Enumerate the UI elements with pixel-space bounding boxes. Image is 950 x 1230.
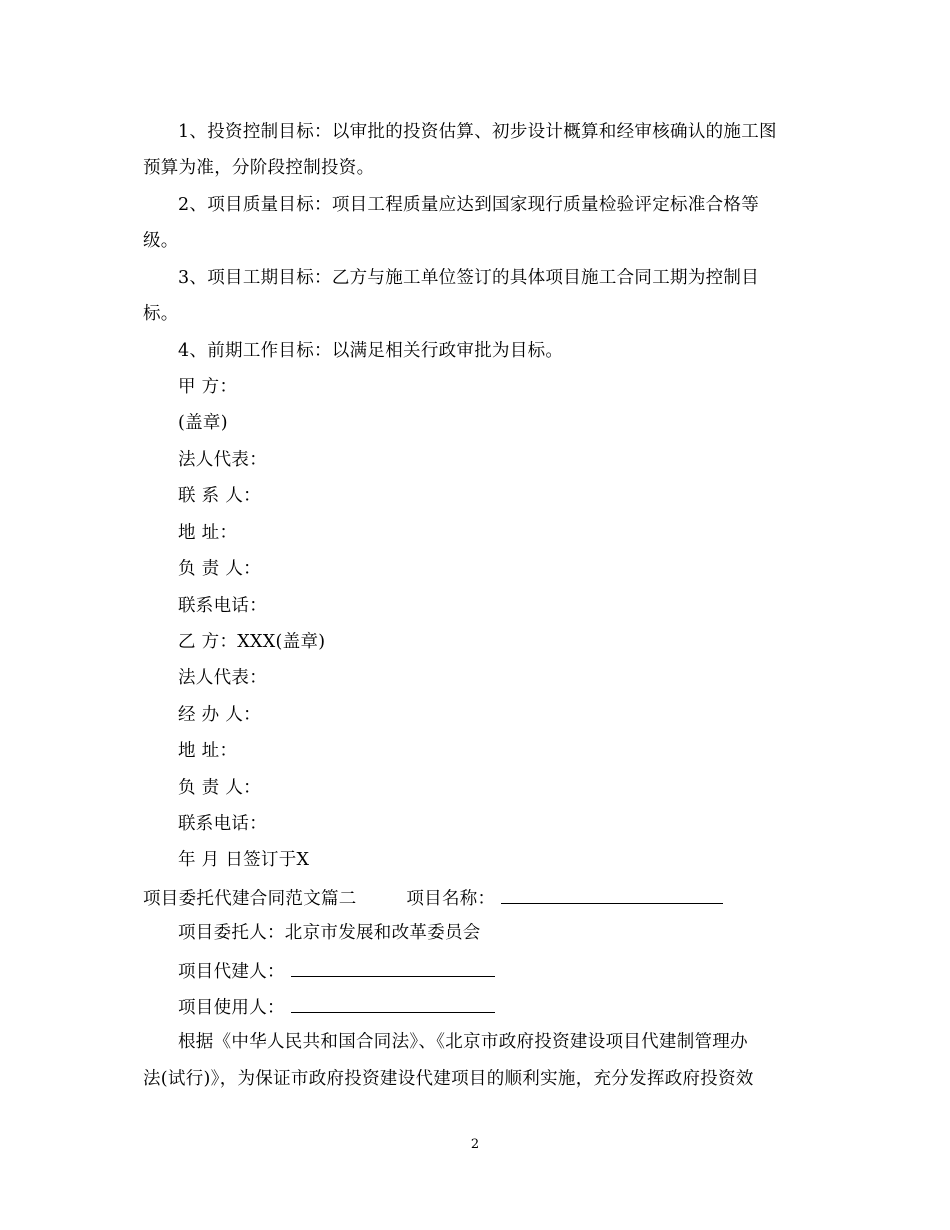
project-client: 项目委托人：北京市发展和改革委员会 — [178, 923, 481, 943]
signing-date: 年 月 日签订于X — [178, 850, 310, 870]
target-item-3-line-2: 标。 — [143, 304, 179, 324]
project-user-label: 项目使用人： — [178, 998, 285, 1018]
party-b-address: 地 址： — [178, 741, 238, 761]
target-item-3-line-1: 3、项目工期目标：乙方与施工单位签订的具体项目施工合同工期为控制目 — [178, 268, 760, 288]
project-user-blank — [291, 994, 495, 1013]
party-a-legal-rep: 法人代表： — [178, 450, 267, 470]
party-a-contact: 联 系 人： — [178, 486, 261, 506]
party-b-title: 乙 方：XXX(盖章) — [178, 632, 326, 652]
project-builder-blank — [291, 958, 495, 977]
party-b-legal-rep: 法人代表： — [178, 668, 267, 688]
party-a-seal: (盖章) — [178, 413, 228, 433]
party-b-handler: 经 办 人： — [178, 705, 261, 725]
target-item-1-line-2: 预算为准，分阶段控制投资。 — [143, 158, 375, 178]
party-a-phone: 联系电话： — [178, 596, 267, 616]
project-builder-row — [178, 958, 495, 984]
party-a-address: 地 址： — [178, 523, 238, 543]
project-builder-label: 项目代建人： — [178, 962, 285, 982]
party-b-phone: 联系电话： — [178, 814, 267, 834]
target-item-4: 4、前期工作目标：以满足相关行政审批为目标。 — [178, 341, 564, 361]
party-a-responsible: 负 责 人： — [178, 559, 261, 579]
project-name-blank — [501, 885, 723, 904]
section-2-heading-row — [143, 885, 723, 911]
party-b-responsible: 负 责 人： — [178, 778, 261, 798]
target-item-2-line-1: 2、项目质量目标：项目工程质量应达到国家现行质量检验评定标准合格等 — [178, 195, 760, 215]
preamble-line-1: 根据《中华人民共和国合同法》、《北京市政府投资建设项目代建制管理办 — [178, 1032, 748, 1052]
target-item-1-line-1: 1、投资控制目标：以审批的投资估算、初步设计概算和经审核确认的施工图 — [178, 122, 777, 142]
party-a-title: 甲 方： — [178, 377, 238, 397]
section-2-heading: 项目委托代建合同范文篇二 — [143, 889, 357, 909]
target-item-2-line-2: 级。 — [143, 231, 179, 251]
preamble-line-2: 法(试行)》，为保证市政府投资建设代建项目的顺利实施，充分发挥政府投资效 — [143, 1069, 754, 1089]
project-user-row — [178, 994, 495, 1020]
project-name-label: 项目名称： — [406, 889, 496, 909]
page-number: 2 — [470, 1137, 480, 1152]
